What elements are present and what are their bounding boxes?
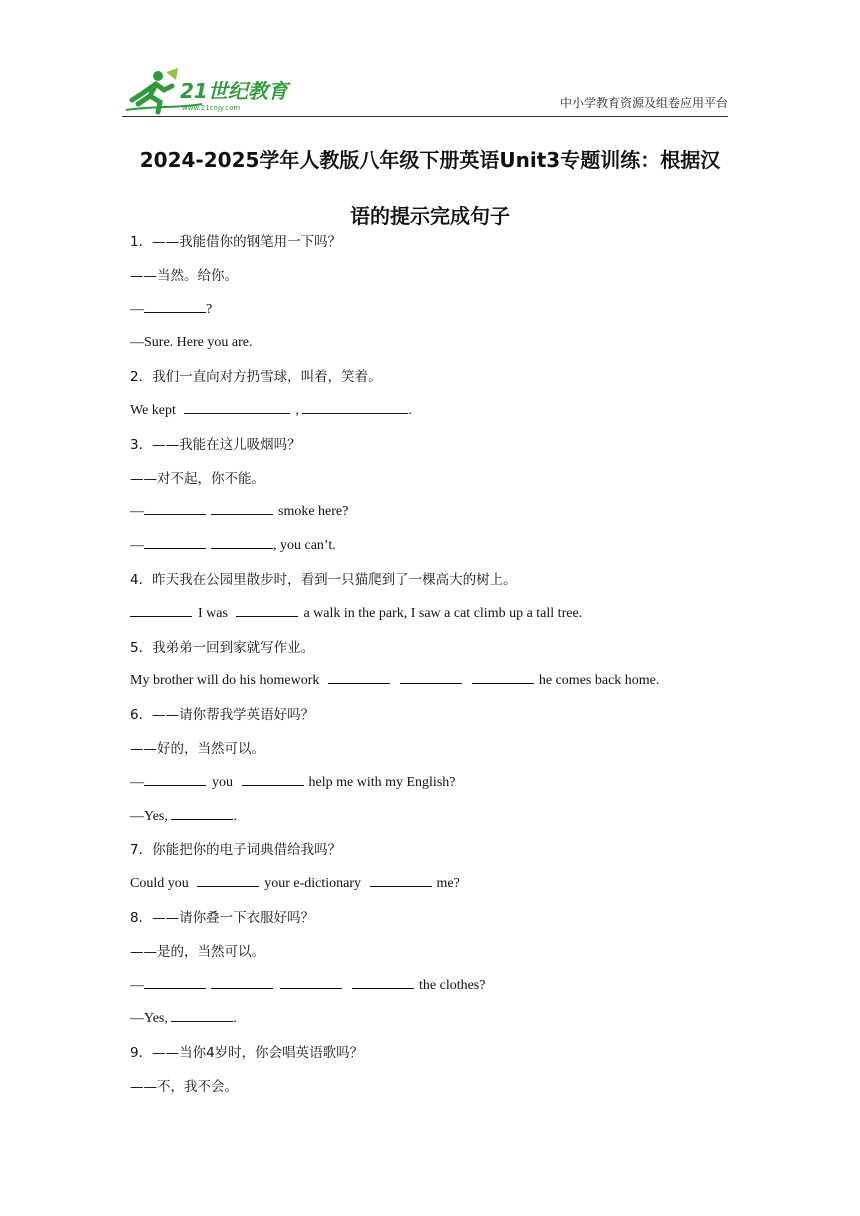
logo-text: 21世纪教育 [180,79,288,103]
q4-end: a walk in the park, I saw a cat climb up a tall tree. [303,605,583,621]
q7-end: me? [436,876,460,892]
title-line-1: 2024-2025学年人教版八年级下册英语Unit3专题训练：根据汉 [139,148,721,172]
q8-blank-2[interactable] [211,974,273,989]
q2-blank-2[interactable] [302,399,408,414]
q8-answer-line [130,973,750,1007]
q2-answer-line [130,398,750,432]
q9-prompt-reply: ——不，我不会。 [130,1078,238,1095]
q6-end: help me with my English? [308,774,456,790]
q7-mid: your e-dictionary [264,876,365,892]
q5-answer-line [130,668,750,702]
q5-blank-1[interactable] [328,669,390,684]
q3-prompt: 3．——我能在这儿吸烟吗？ [130,436,301,453]
q2-period: . [408,402,412,418]
logo-url: www.21cnjy.com [182,104,241,112]
q2-comma: , [295,402,303,418]
q4-blank-2[interactable] [236,602,298,617]
q6-blank-2[interactable] [242,771,304,786]
q2-blank-1[interactable] [184,399,290,414]
q3-blank-2[interactable] [211,500,273,515]
q3-end: smoke here? [278,504,349,520]
q7-start: Could you [130,876,193,892]
q8-end: the clothes? [419,977,486,993]
q8-prompt-reply: ——是的，当然可以。 [130,943,265,960]
q6-prompt-reply: ——好的，当然可以。 [130,740,265,757]
q5-end: he comes back home. [538,673,660,689]
q8-blank-3[interactable] [280,974,342,989]
document-title [120,132,740,244]
q7-blank-2[interactable] [370,872,432,887]
q8-dash: — [130,977,144,993]
q3-prompt-reply: ——对不起，你不能。 [130,470,265,487]
q7-answer-line [130,871,750,905]
q2-prompt: 2．我们一直向对方扔雪球，叫着，笑着。 [130,369,382,386]
q6-answer-line [130,770,750,804]
q8-blank-5[interactable] [171,1007,233,1022]
q1-prompt: 1．——我能借你的钢笔用一下吗？ [130,234,342,250]
question-list [130,229,750,1108]
q3-blank-3[interactable] [144,534,206,549]
q7-prompt: 7．你能把你的电子词典借给我吗？ [130,842,342,859]
q1-prompt-reply: ——当然。给你。 [130,267,238,284]
q3-dash: — [130,504,144,520]
q5-blank-3[interactable] [472,669,534,684]
q8-reply-end: . [233,1011,237,1027]
q1-dash: — [130,301,144,317]
q3-reply-line [130,533,750,567]
q3-dash-2: — [130,538,144,554]
q8-prompt: 8．——请你叠一下衣服好吗？ [130,909,315,926]
q6-reply-line [130,804,750,838]
q6-blank-1[interactable] [144,771,206,786]
q6-reply-end: . [233,808,237,824]
q6-dash: — [130,774,144,790]
q9-prompt: 9．——当你4岁时，你会唱英语歌吗？ [130,1045,364,1062]
q8-blank-4[interactable] [352,974,414,989]
21cnjy-logo [122,64,292,116]
q4-prompt: 4．昨天我在公园里散步时，看到一只猫爬到了一棵高大的树上。 [130,571,517,588]
q4-answer-line [130,601,750,635]
q6-blank-3[interactable] [171,805,233,820]
q1-reply-line: —Sure. Here you are. [130,335,253,351]
q1-answer-line [130,297,750,331]
q8-blank-1[interactable] [144,974,206,989]
q1-blank-1[interactable] [144,298,206,313]
q3-answer-line [130,499,750,533]
header-divider [122,116,728,117]
title-line-2: 语的提示完成句子 [350,204,510,228]
q5-start: My brother will do his homework [130,673,323,689]
q3-blank-1[interactable] [144,500,206,515]
q8-reply-line [130,1006,750,1040]
q5-blank-2[interactable] [400,669,462,684]
q6-mid: you [212,774,237,790]
page-header [122,64,728,120]
q1-qmark: ? [206,301,213,317]
q4-blank-1[interactable] [130,602,192,617]
platform-name: 中小学教育资源及组卷应用平台 [559,96,728,110]
q4-mid: I was [198,605,232,621]
q3-blank-4[interactable] [211,534,273,549]
q8-reply-start: —Yes, [130,1011,172,1027]
q5-prompt: 5．我弟弟一回到家就写作业。 [130,639,315,656]
q6-prompt: 6．——请你帮我学英语好吗？ [130,707,315,724]
q7-blank-1[interactable] [197,872,259,887]
q6-reply-start: —Yes, [130,808,172,824]
q3-reply-end: , you can’t. [273,538,336,554]
q2-start: We kept [130,402,180,418]
